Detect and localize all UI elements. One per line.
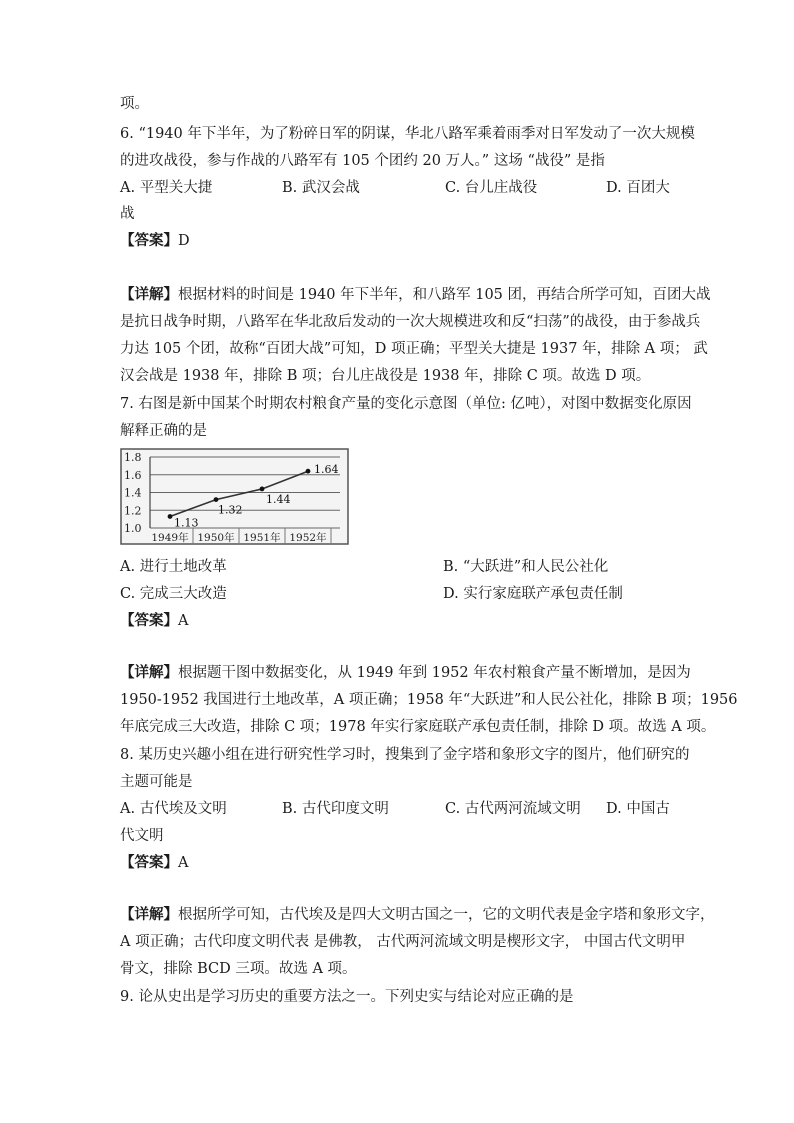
data-label: 1.44 <box>266 492 291 506</box>
prev-question-tail: 项。 <box>120 96 149 112</box>
detail-tag: 【详解】 <box>120 906 178 923</box>
q8-answer <box>120 853 188 873</box>
q8-option-c: C. 古代两河流域文明 <box>445 801 581 817</box>
x-tick-label: 1951年 <box>243 532 281 544</box>
q7-stem-line-1: 7. 右图是新中国某个时期农村粮食产量的变化示意图（单位: 亿吨），对图中数据变化原因 <box>120 396 692 412</box>
q7-detail-line-2: 1950-1952 我国进行土地改革，A 项正确；1958 年“大跃进”和人民公社化，排除 B 项；1956 <box>120 692 738 708</box>
q7-option-d: D. 实行家庭联产承包责任制 <box>443 586 623 602</box>
data-label: 1.32 <box>218 503 243 517</box>
data-point <box>214 497 219 502</box>
q7-detail-line-1 <box>120 663 691 683</box>
detail-tag: 【详解】 <box>120 286 178 303</box>
answer-tag: 【答案】 <box>120 232 178 249</box>
detail-text: 根据所学可知，古代埃及是四大文明古国之一，它的文明代表是金字塔和象形文字， <box>178 907 715 923</box>
q8-detail-line-3: 骨文，排除 BCD 三项。故选 A 项。 <box>120 961 357 977</box>
q9-stem-line-1: 9. 论从史出是学习历史的重要方法之一。下列史实与结论对应正确的是 <box>120 989 574 1005</box>
detail-tag: 【详解】 <box>120 664 178 681</box>
detail-text: 根据题干图中数据变化，从 1949 年到 1952 年农村粮食产量不断增加，是因为 <box>178 665 691 681</box>
q6-detail-line-3: 力达 105 个团，故称“百团大战”可知，D 项正确；平型关大捷是 1937 年，排除 A 项； 武 <box>120 341 708 357</box>
q7-answer <box>120 611 188 631</box>
answer-value: A <box>178 613 189 629</box>
q7-option-a: A. 进行土地改革 <box>120 559 227 575</box>
y-tick-label: 1.2 <box>124 504 142 518</box>
q7-detail-line-3: 年底完成三大改造，排除 C 项；1978 年实行家庭联产承包责任制，排除 D 项。故选 A 项。 <box>120 719 716 735</box>
x-tick-label: 1952年 <box>289 532 327 544</box>
q8-detail-line-2: A 项正确；古代印度文明代表 是佛教， 古代两河流域文明是楔形文字， 中国古代文明甲 <box>120 934 686 950</box>
q6-detail-line-4: 汉会战是 1938 年，排除 B 项；台儿庄战役是 1938 年，排除 C 项。故选 D 项。 <box>120 368 651 384</box>
q7-option-b: B. “大跃进”和人民公社化 <box>443 559 609 575</box>
y-tick-label: 1.8 <box>124 451 142 464</box>
data-point <box>306 469 311 474</box>
grain-output-chart <box>120 448 350 546</box>
y-tick-label: 1.0 <box>124 522 142 535</box>
q7-stem-line-2: 解释正确的是 <box>120 423 207 439</box>
x-tick-label: 1949年 <box>151 532 189 544</box>
chart-y-ticks <box>124 451 142 535</box>
y-tick-label: 1.4 <box>124 486 142 500</box>
q8-stem-line-1: 8. 某历史兴趣小组在进行研究性学习时，搜集到了金字塔和象形文字的图片，他们研究的 <box>120 747 690 763</box>
q6-option-a: A. 平型关大捷 <box>120 180 213 196</box>
answer-value: D <box>178 233 190 249</box>
q8-option-a: A. 古代埃及文明 <box>120 801 227 817</box>
q6-detail-line-1 <box>120 285 711 305</box>
answer-value: A <box>178 855 189 871</box>
q6-option-b: B. 武汉会战 <box>282 180 360 196</box>
q6-option-c: C. 台儿庄战役 <box>445 180 538 196</box>
q8-option-d-cont: 代文明 <box>120 828 164 844</box>
q6-answer <box>120 231 190 251</box>
q6-stem-line-1: 6. “1940 年下半年，为了粉碎日军的阴谋，华北八路军乘着雨季对日军发动了一次大规模 <box>120 126 695 142</box>
detail-text: 根据材料的时间是 1940 年下半年，和八路军 105 团，再结合所学可知，百团大战 <box>178 287 711 303</box>
q8-stem-line-2: 主题可能是 <box>120 774 193 790</box>
q6-detail-line-2: 是抗日战争时期，八路军在华北敌后发动的一次大规模进攻和反“扫荡”的战役，由于参战兵 <box>120 314 701 330</box>
q8-option-b: B. 古代印度文明 <box>282 801 389 817</box>
q6-stem-line-2: 的进攻战役，参与作战的八路军有 105 个团约 20 万人。” 这场 “战役” 是指 <box>120 153 605 169</box>
answer-tag: 【答案】 <box>120 854 178 871</box>
data-label: 1.13 <box>174 516 199 530</box>
data-point <box>168 514 173 519</box>
q6-option-d-cont: 战 <box>120 206 135 222</box>
x-tick-label: 1950年 <box>197 532 235 544</box>
y-tick-label: 1.6 <box>124 468 142 482</box>
q7-option-c: C. 完成三大改造 <box>120 586 227 602</box>
q8-option-d: D. 中国古 <box>606 801 670 817</box>
answer-tag: 【答案】 <box>120 612 178 629</box>
data-point <box>260 487 265 492</box>
q8-detail-line-1 <box>120 905 715 925</box>
data-label: 1.64 <box>314 463 339 477</box>
q6-option-d: D. 百团大 <box>606 180 670 196</box>
